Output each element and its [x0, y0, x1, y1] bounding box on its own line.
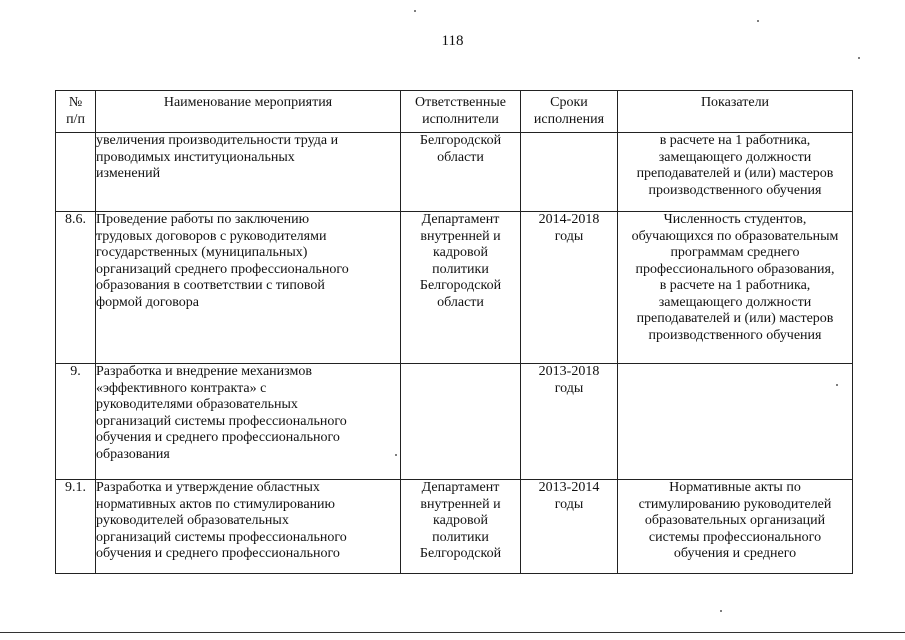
page-number: 118 [441, 33, 464, 49]
table-header-row [56, 91, 853, 133]
cell-text-line: замещающего должности [658, 149, 812, 165]
cell-text-line: образовательных организаций [644, 513, 826, 528]
cell-text-line: Разработка и утверждение областных [96, 480, 320, 495]
cell-text-line: формой договора [96, 294, 199, 310]
cell-activity-name [96, 480, 401, 574]
table-row [56, 480, 853, 574]
header-line: Сроки [550, 95, 588, 110]
cell-activity-name [96, 133, 401, 212]
header-activity-name [96, 91, 401, 133]
cell-number: 8.6. [56, 212, 96, 364]
cell-text-line: стимулированию руководителей [638, 496, 832, 512]
cell-text-line: изменений [96, 166, 161, 181]
cell-responsible [401, 480, 521, 574]
cell-text-line: 2013-2014 [538, 480, 600, 495]
cell-activity-name [96, 364, 401, 480]
scan-speck [395, 454, 397, 456]
cell-text-line: Департамент [421, 212, 500, 227]
cell-text-line: кадровой [433, 513, 488, 528]
cell-deadline [521, 480, 618, 574]
cell-text-line: руководителями образовательных [96, 397, 298, 412]
cell-text-line: Белгородской [419, 133, 502, 148]
cell-text-line: 2014-2018 [538, 212, 600, 227]
cell-text-line: внутренней и [420, 228, 501, 244]
cell-text-line: преподавателей и (или) мастеров [636, 311, 834, 326]
cell-text-line: Белгородской [419, 546, 502, 561]
cell-text-line: руководителей образовательных [96, 513, 289, 528]
cell-text-line: системы профессионального [648, 529, 822, 545]
cell-text-line: образования [96, 446, 170, 462]
cell-text-line: программам среднего [670, 245, 800, 260]
cell-text-line: годы [554, 496, 584, 512]
header-line: Ответственные [415, 95, 506, 110]
cell-number: 9.1. [56, 480, 96, 574]
cell-indicators [618, 133, 853, 212]
cell-text-line: «эффективного контракта» с [96, 380, 267, 396]
header-deadline [521, 91, 618, 133]
header-line: № [68, 95, 83, 110]
table-row [56, 212, 853, 364]
scan-speck [720, 610, 722, 612]
cell-indicators [618, 212, 853, 364]
scan-speck [757, 20, 759, 22]
header-responsible [401, 91, 521, 133]
cell-indicators [618, 364, 853, 480]
cell-text-line: нормативных актов по стимулированию [96, 496, 336, 512]
cell-text-line: государственных (муниципальных) [96, 245, 308, 260]
cell-text-line: организаций среднего профессионального [96, 261, 349, 277]
cell-text-line: в расчете на 1 работника, [659, 133, 811, 148]
cell-text-line: Белгородской [419, 278, 502, 293]
cell-text-line: политики [432, 529, 489, 545]
cell-responsible [401, 212, 521, 364]
cell-text-line: трудовых договоров с руководителями [96, 228, 327, 244]
cell-deadline [521, 364, 618, 480]
cell-text-line: Численность студентов, [663, 212, 807, 227]
header-line: исполнения [533, 111, 605, 127]
header-indicators [618, 91, 853, 133]
cell-activity-name [96, 212, 401, 364]
cell-deadline [521, 133, 618, 212]
cell-text-line: Проведение работы по заключению [96, 212, 310, 227]
cell-text-line: политики [432, 261, 489, 277]
cell-text-line: замещающего должности [658, 294, 812, 310]
cell-text-line: обучения и среднего [673, 546, 797, 561]
cell-text-line: годы [554, 380, 584, 396]
cell-text-line: обучения и среднего профессионального [96, 546, 340, 561]
table-row [56, 133, 853, 212]
cell-text-line: Разработка и внедрение механизмов [96, 364, 312, 379]
cell-responsible [401, 364, 521, 480]
cell-text-line: профессионального образования, [635, 261, 835, 277]
cell-text-line: производственного обучения [648, 182, 822, 198]
activities-table [55, 90, 853, 574]
header-line: исполнители [422, 111, 499, 127]
table-row [56, 364, 853, 480]
scan-speck [858, 57, 860, 59]
header-line: Наименование мероприятия [163, 95, 333, 110]
cell-indicators [618, 480, 853, 574]
cell-text-line: увеличения производительности труда и [96, 133, 339, 148]
scan-speck [414, 10, 416, 12]
cell-text-line: в расчете на 1 работника, [659, 278, 811, 293]
scan-bottom-edge [0, 632, 905, 633]
cell-text-line: организаций системы профессионального [96, 529, 347, 545]
cell-text-line: преподавателей и (или) мастеров [636, 166, 834, 181]
cell-number: 9. [56, 364, 96, 480]
cell-text-line: организаций системы профессионального [96, 413, 347, 429]
cell-text-line: кадровой [433, 245, 488, 260]
cell-text-line: годы [554, 228, 584, 244]
cell-text-line: Департамент [421, 480, 500, 495]
cell-text-line: области [437, 149, 484, 165]
cell-text-line: 2013-2018 [538, 364, 600, 379]
cell-text-line: внутренней и [420, 496, 501, 512]
header-line: п/п [66, 111, 85, 127]
cell-text-line: производственного обучения [648, 327, 822, 343]
cell-text-line: образования в соответствии с типовой [96, 278, 325, 293]
cell-deadline [521, 212, 618, 364]
cell-number [56, 133, 96, 212]
cell-text-line: обучающихся по образовательным [631, 228, 839, 244]
cell-text-line: проводимых институциональных [96, 149, 295, 165]
cell-text-line: обучения и среднего профессионального [96, 430, 340, 445]
header-line: Показатели [700, 95, 770, 110]
scan-speck [836, 384, 838, 386]
cell-text-line: области [437, 294, 484, 310]
header-number [56, 91, 96, 133]
cell-responsible [401, 133, 521, 212]
cell-text-line: Нормативные акты по [669, 480, 801, 495]
